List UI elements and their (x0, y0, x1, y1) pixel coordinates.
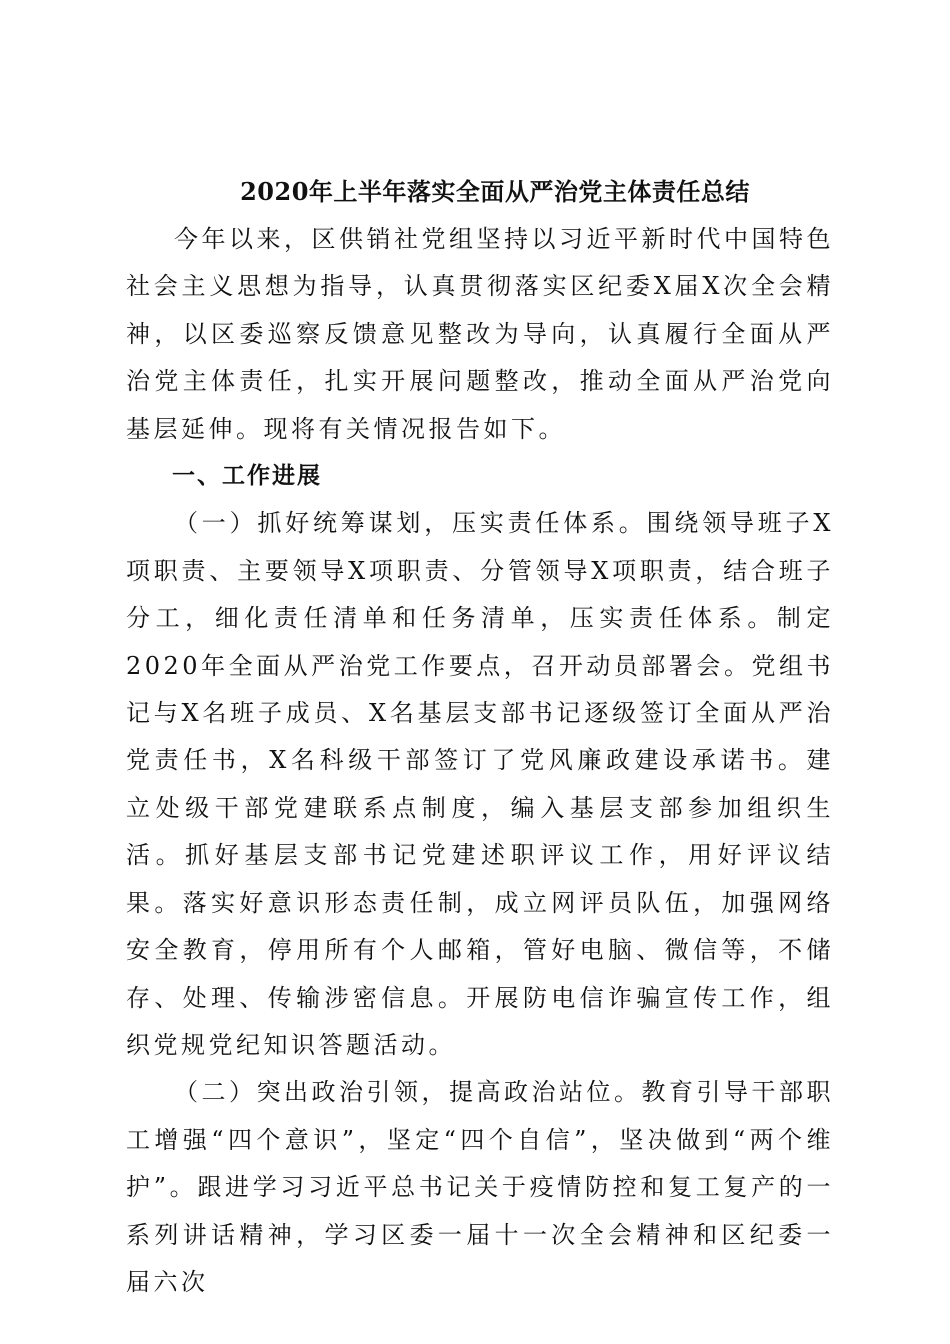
intro-paragraph: 今年以来，区供销社党组坚持以习近平新时代中国特色社会主义思想为指导，认真贯彻落实区纪委X届X次全会精神，以区委巡察反馈意见整改为导向，认真履行全面从严治党主体责任，扎实开展问题整改，推动全面从严治党向基层延伸。现将有关情况报告如下。 (126, 225, 834, 443)
item-1-paragraph: （一）抓好统筹谋划，压实责任体系。围绕领导班子X项职责、主要领导X项职责、分管领导X项职责，结合班子分工，细化责任清单和任务清单，压实责任体系。制定2020年全面从严治党工作要点，召开动员部署会。党组书记与X名班子成员、X名基层支部书记逐级签订全面从严治党责任书，X名科级干部签订了党风廉政建设承诺书。建立处级干部党建联系点制度，编入基层支部参加组织生活。抓好基层支部书记党建述职评议工作，用好评议结果。落实好意识形态责任制，成立网评员队伍，加强网络安全教育，停用所有个人邮箱，管好电脑、微信等，不储存、处理、传输涉密信息。开展防电信诈骗宣传工作，组织党规党纪知识答题活动。 (126, 509, 834, 1059)
document-body (126, 216, 834, 1306)
item-2-paragraph: （二）突出政治引领，提高政治站位。教育引导干部职工增强“四个意识”，坚定“四个自信”，坚决做到“两个维护”。跟进学习习近平总书记关于疫情防控和复工复产的一系列讲话精神，学习区委一届十一次全会精神和区纪委一届六次 (126, 1078, 834, 1296)
section-heading-work-progress: 一、工作进展 (172, 463, 322, 490)
document-title: 2020年上半年落实全面从严治党主体责任总结 (240, 177, 750, 206)
